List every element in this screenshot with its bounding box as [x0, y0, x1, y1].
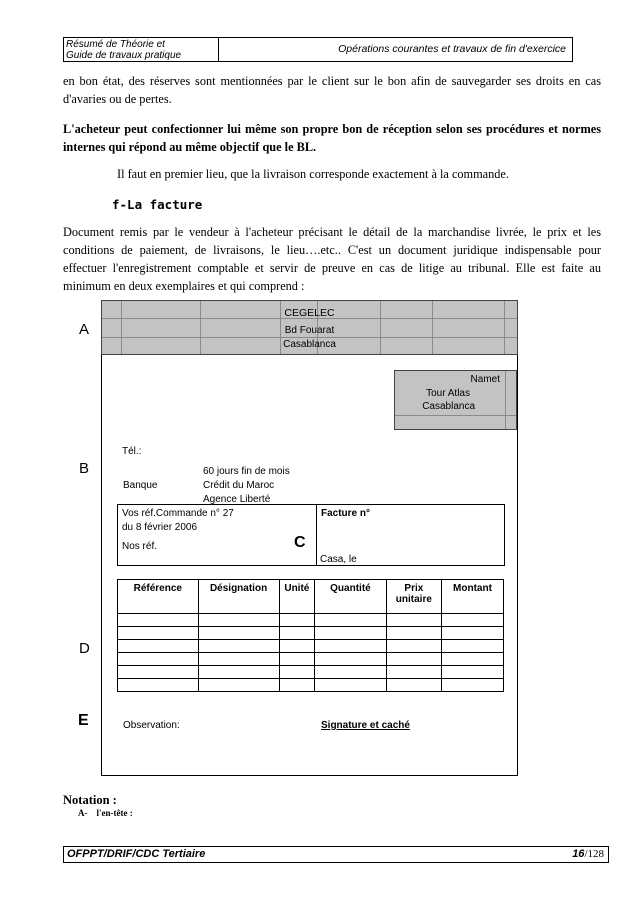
signature-label: Signature et caché [321, 720, 410, 731]
header-title-line1: Résumé de Théorie et [66, 39, 165, 50]
client-city: Casablanca [422, 401, 475, 412]
col-designation: Désignation [198, 580, 279, 614]
section-heading-facture: f-La facture [112, 197, 203, 212]
table-row [118, 614, 504, 627]
our-ref: Nos réf. [122, 541, 158, 552]
items-table [117, 579, 504, 692]
section-label-b: B [79, 460, 90, 477]
footer-organization: OFPPT/DRIF/CDC Tertiaire [67, 848, 206, 860]
order-ref-line1: Vos réf.Commande n° 27 [122, 508, 234, 519]
col-quantite: Quantité [315, 580, 387, 614]
bank-name: Crédit du Maroc [203, 480, 275, 491]
observation-label: Observation: [123, 720, 180, 731]
seller-city: Casablanca [283, 339, 336, 350]
table-row [118, 666, 504, 679]
section-label-e: E [78, 712, 89, 729]
client-address: Tour Atlas [426, 388, 470, 399]
seller-address: Bd Fouarat [284, 325, 335, 336]
section-label-d: D [79, 640, 90, 657]
paragraph-livraison: Il faut en premier lieu, que la livraison corresponde exactement à la commande. [117, 167, 509, 181]
seller-name: CEGELEC [284, 307, 335, 319]
col-prix-unitaire: Prix unitaire [386, 580, 441, 614]
table-row [118, 640, 504, 653]
bank-branch: Agence Liberté [203, 494, 271, 505]
table-row [118, 653, 504, 666]
table-row [118, 627, 504, 640]
header-left [64, 38, 219, 61]
table-header-row [118, 580, 504, 614]
col-unite: Unité [279, 580, 315, 614]
table-row [118, 679, 504, 692]
col-montant: Montant [441, 580, 503, 614]
page-number [572, 848, 604, 860]
paragraph-acheteur: L'acheteur peut confectionner lui même son propre bon de réception selon ses procédures et normes internes qui répond au même objectif que le BL. [63, 122, 601, 154]
tel-label: Tél.: [122, 446, 142, 457]
notation-title: Notation : [63, 793, 117, 807]
header-title-line2: Guide de travaux pratique [66, 50, 182, 61]
grid-line [505, 371, 506, 429]
section-label-a: A [79, 321, 90, 338]
grid-line [102, 337, 517, 338]
invoice-number-label: Facture n° [321, 508, 371, 519]
paragraph-reserves: en bon état, des réserves sont mentionnées par le client sur le bon afin de sauvegarder ses droits en cas d'avaries ou de pertes. [63, 74, 601, 106]
paragraph-document: Document remis par le vendeur à l'acheteur précisant le détail de la marchandise livrée, le prix et les conditions de paiement, de livraisons, le lieu….etc.. C'est un document juridique indispensable pour effectuer l'enregistrement comptable et servir de preuve en cas de litige au tribunal. Elle est faite au minimum en deux exemplaires et qui comprend : [63, 225, 601, 293]
page-current: 16 [572, 848, 585, 860]
col-reference: Référence [118, 580, 199, 614]
client-name: Namet [470, 374, 500, 385]
header-chapter: Opérations courantes et travaux de fin d'exercice [338, 43, 566, 55]
grid-line [395, 415, 516, 416]
section-label-c: C [294, 534, 306, 551]
place-date: Casa, le [320, 554, 357, 565]
page-footer [63, 846, 609, 863]
reference-divider [316, 504, 317, 566]
bank-label: Banque [123, 480, 158, 491]
page-header [63, 37, 573, 62]
notation-item-a: A- l'en-tête : [78, 808, 133, 818]
order-ref-line2: du 8 février 2006 [122, 522, 198, 533]
payment-terms: 60 jours fin de mois [203, 466, 290, 477]
page-total: /128 [584, 848, 604, 860]
